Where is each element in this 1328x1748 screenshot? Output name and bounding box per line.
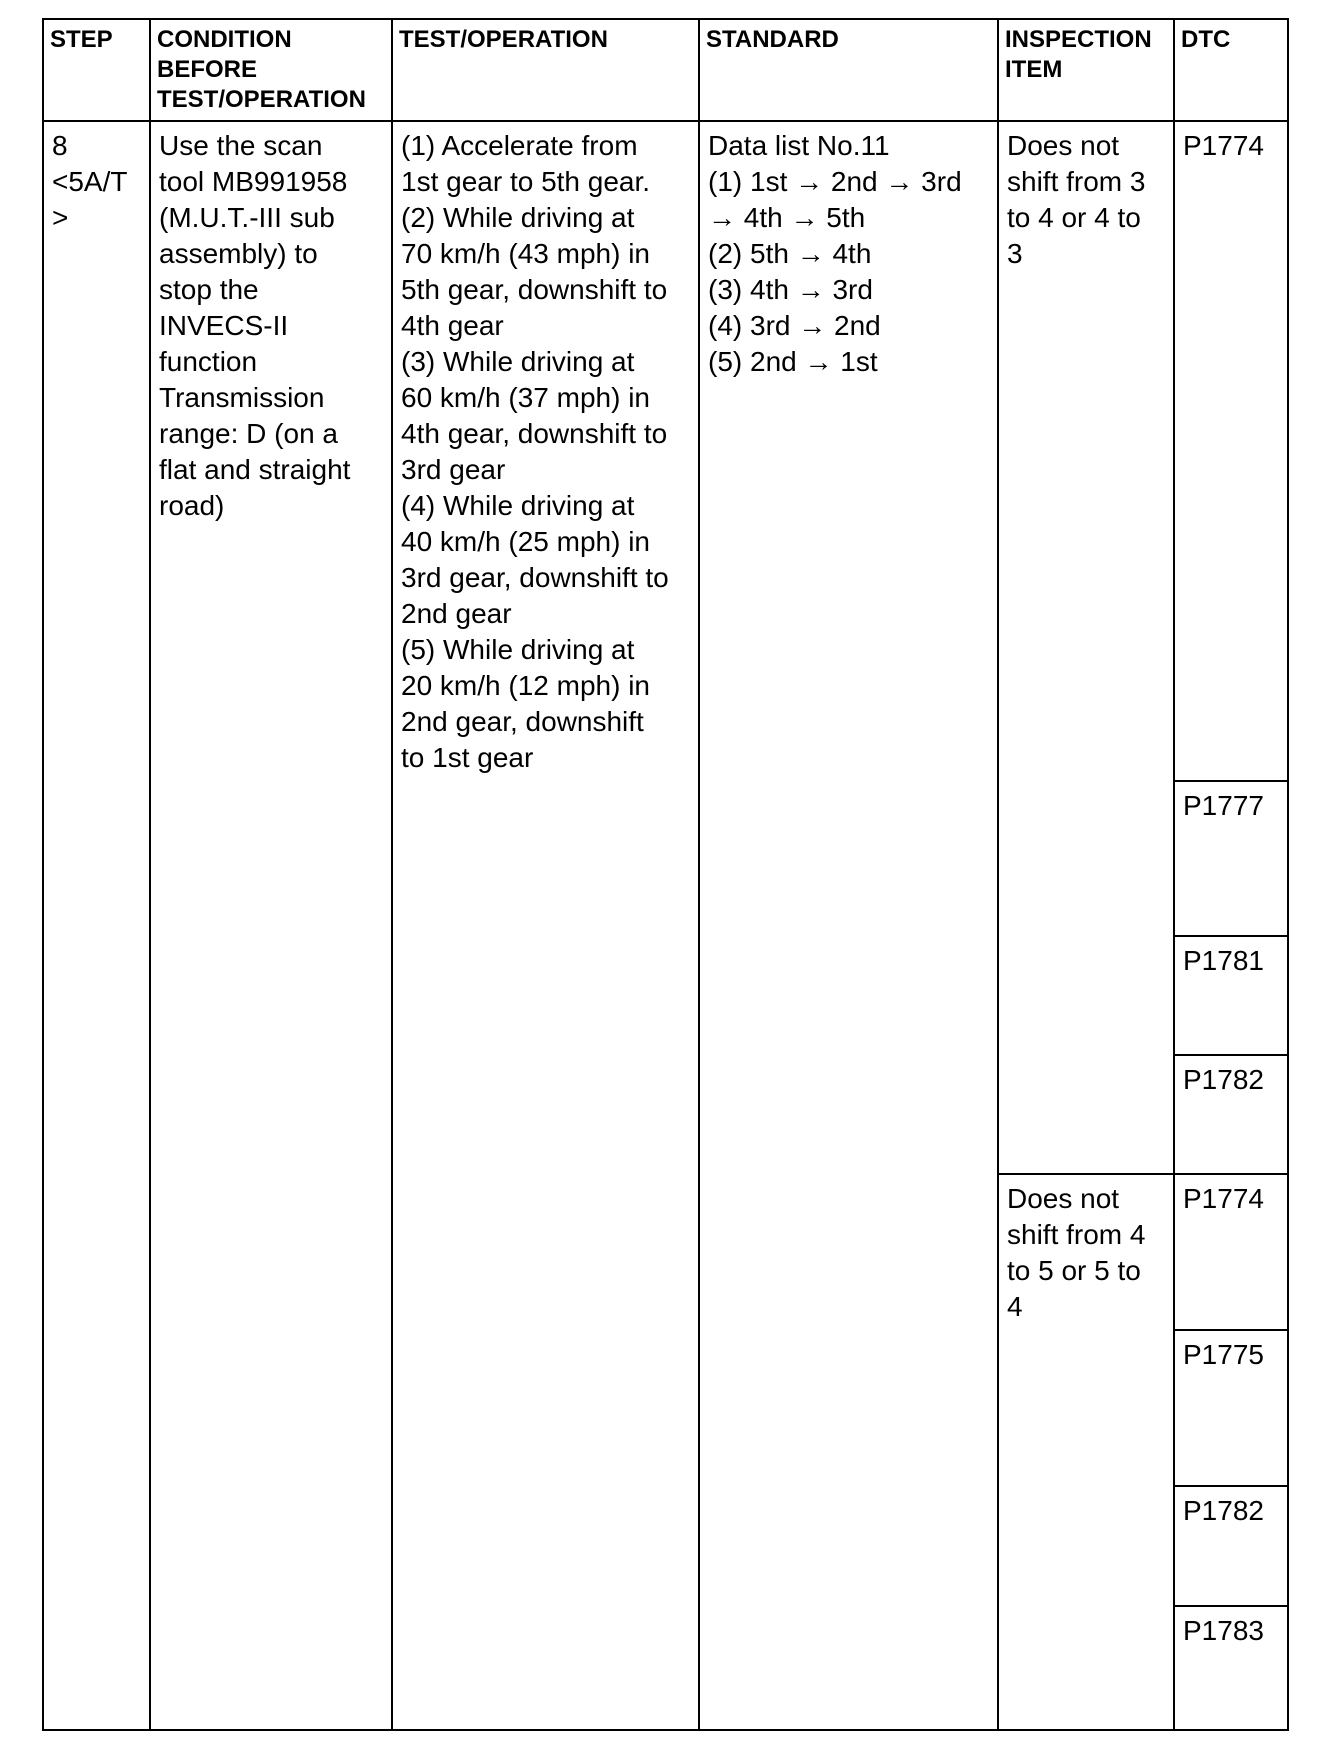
standard-text: (3) 4th → 3rd: [708, 274, 873, 305]
test-operation-text: 4th gear: [401, 310, 504, 341]
inspection-item-text: Does not: [1007, 1183, 1120, 1214]
inspection-item-text: shift from 4: [1007, 1219, 1146, 1250]
dtc-code: P1777: [1183, 790, 1264, 821]
test-operation-text: 70 km/h (43 mph) in: [401, 238, 650, 269]
test-operation-text: 4th gear, downshift to: [401, 418, 668, 449]
header-standard: STANDARD: [699, 19, 998, 121]
dtc-cell: [1174, 781, 1288, 936]
dtc-code: P1783: [1183, 1615, 1264, 1646]
test-operation-text: 2nd gear: [401, 598, 512, 629]
standard-text: (1) 1st → 2nd → 3rd: [708, 166, 962, 197]
dtc-cell: [1174, 1486, 1288, 1606]
condition-text: road): [159, 490, 225, 521]
test-operation-text: (5) While driving at: [401, 634, 635, 665]
condition-text: assembly) to: [159, 238, 318, 269]
standard-text: (4) 3rd → 2nd: [708, 310, 881, 341]
header-row: [43, 19, 1288, 121]
condition-text: INVECS-II: [159, 310, 289, 341]
standard-text: (2) 5th → 4th: [708, 238, 872, 269]
dtc-code: P1782: [1183, 1064, 1264, 1095]
test-operation-text: to 1st gear: [401, 742, 534, 773]
header-test-operation: TEST/OPERATION: [392, 19, 699, 121]
standard-text: (5) 2nd → 1st: [708, 346, 878, 377]
inspection-item-text: 3: [1007, 238, 1023, 269]
inspection-item-2: [998, 1174, 1174, 1730]
standard-text: → 4th → 5th: [708, 202, 866, 233]
inspection-item-text: 4: [1007, 1291, 1023, 1322]
test-operation-text: 5th gear, downshift to: [401, 274, 668, 305]
condition-text: (M.U.T.-III sub: [159, 202, 335, 233]
header-condition: CONDITION BEFORE TEST/OPERATION: [150, 19, 392, 121]
dtc-cell: [1174, 936, 1288, 1055]
test-operation-text: 2nd gear, downshift: [401, 706, 644, 737]
condition-text: stop the: [159, 274, 259, 305]
step-text: 8: [52, 130, 68, 161]
dtc-cell: [1174, 1174, 1288, 1330]
dtc-code: P1782: [1183, 1495, 1264, 1526]
test-operation-text: 40 km/h (25 mph) in: [401, 526, 650, 557]
inspection-item-text: Does not: [1007, 130, 1120, 161]
dtc-code: P1774: [1183, 1183, 1264, 1214]
dtc-cell: [1174, 121, 1288, 781]
step-text: <5A/T: [52, 166, 128, 197]
test-operation-text: 20 km/h (12 mph) in: [401, 670, 650, 701]
header-step: STEP: [43, 19, 150, 121]
condition-text: range: D (on a: [159, 418, 338, 449]
condition-text: Use the scan: [159, 130, 323, 161]
header-dtc: DTC: [1174, 19, 1288, 121]
table-row: [43, 121, 1288, 781]
test-operation-text: (4) While driving at: [401, 490, 635, 521]
condition-text: tool MB991958: [159, 166, 348, 197]
dtc-cell: [1174, 1606, 1288, 1730]
test-operation-text: 3rd gear, downshift to: [401, 562, 669, 593]
test-operation-text: (1) Accelerate from: [401, 130, 638, 161]
inspection-item-text: to 5 or 5 to: [1007, 1255, 1141, 1286]
condition-cell: [150, 121, 392, 1730]
dtc-code: P1775: [1183, 1339, 1264, 1370]
test-operation-cell: [392, 121, 699, 1730]
dtc-code: P1781: [1183, 945, 1264, 976]
condition-text: function: [159, 346, 258, 377]
test-operation-text: 1st gear to 5th gear.: [401, 166, 651, 197]
test-operation-text: 60 km/h (37 mph) in: [401, 382, 650, 413]
dtc-cell: [1174, 1330, 1288, 1486]
test-operation-text: (2) While driving at: [401, 202, 635, 233]
inspection-item-1: [998, 121, 1174, 1174]
condition-text: flat and straight: [159, 454, 351, 485]
step-text: >: [52, 202, 69, 233]
test-operation-text: (3) While driving at: [401, 346, 635, 377]
standard-cell: [699, 121, 998, 1730]
inspection-item-text: shift from 3: [1007, 166, 1146, 197]
header-inspection-item: INSPECTION ITEM: [998, 19, 1174, 121]
inspection-table: [42, 18, 1289, 1731]
standard-text: Data list No.11: [708, 130, 890, 161]
test-operation-text: 3rd gear: [401, 454, 506, 485]
step-cell: [43, 121, 150, 1730]
inspection-item-text: to 4 or 4 to: [1007, 202, 1141, 233]
dtc-code: P1774: [1183, 130, 1264, 161]
condition-text: Transmission: [159, 382, 325, 413]
dtc-cell: [1174, 1055, 1288, 1174]
